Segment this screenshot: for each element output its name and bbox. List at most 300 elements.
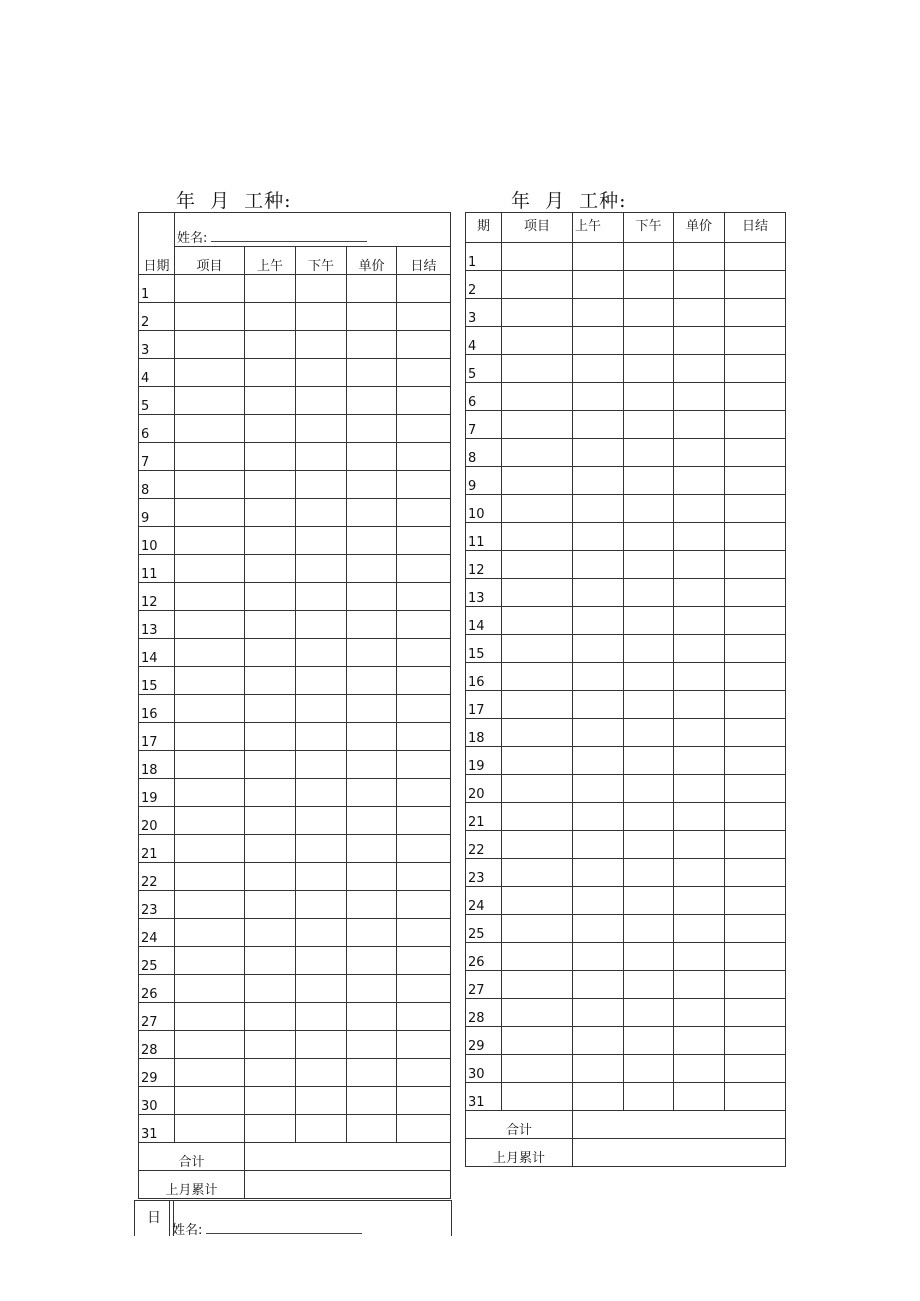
entry-cell[interactable]	[296, 807, 347, 835]
entry-cell[interactable]	[245, 807, 296, 835]
entry-cell[interactable]	[502, 607, 573, 635]
entry-cell[interactable]	[296, 359, 347, 387]
entry-cell[interactable]	[624, 719, 674, 747]
entry-cell[interactable]	[573, 271, 624, 299]
entry-cell[interactable]	[397, 835, 451, 863]
entry-cell[interactable]	[674, 243, 725, 271]
entry-cell[interactable]	[674, 271, 725, 299]
entry-cell[interactable]	[674, 887, 725, 915]
last-month-row-value[interactable]	[245, 1171, 451, 1199]
entry-cell[interactable]	[725, 915, 786, 943]
entry-cell[interactable]	[245, 891, 296, 919]
entry-cell[interactable]	[502, 719, 573, 747]
entry-cell[interactable]	[573, 719, 624, 747]
entry-cell[interactable]	[175, 639, 245, 667]
entry-cell[interactable]	[725, 383, 786, 411]
entry-cell[interactable]	[674, 999, 725, 1027]
entry-cell[interactable]	[725, 691, 786, 719]
entry-cell[interactable]	[573, 1055, 624, 1083]
entry-cell[interactable]	[296, 751, 347, 779]
entry-cell[interactable]	[296, 723, 347, 751]
entry-cell[interactable]	[296, 611, 347, 639]
entry-cell[interactable]	[347, 975, 397, 1003]
total-row-value[interactable]	[245, 1143, 451, 1171]
entry-cell[interactable]	[397, 807, 451, 835]
entry-cell[interactable]	[573, 915, 624, 943]
entry-cell[interactable]	[347, 1087, 397, 1115]
entry-cell[interactable]	[674, 663, 725, 691]
entry-cell[interactable]	[502, 915, 573, 943]
entry-cell[interactable]	[347, 471, 397, 499]
entry-cell[interactable]	[624, 915, 674, 943]
entry-cell[interactable]	[397, 947, 451, 975]
entry-cell[interactable]	[397, 275, 451, 303]
entry-cell[interactable]	[296, 303, 347, 331]
entry-cell[interactable]	[573, 887, 624, 915]
entry-cell[interactable]	[624, 383, 674, 411]
entry-cell[interactable]	[573, 747, 624, 775]
entry-cell[interactable]	[725, 1083, 786, 1111]
entry-cell[interactable]	[725, 803, 786, 831]
entry-cell[interactable]	[347, 891, 397, 919]
entry-cell[interactable]	[725, 1055, 786, 1083]
entry-cell[interactable]	[347, 1003, 397, 1031]
entry-cell[interactable]	[397, 863, 451, 891]
entry-cell[interactable]	[624, 1027, 674, 1055]
entry-cell[interactable]	[624, 663, 674, 691]
entry-cell[interactable]	[175, 611, 245, 639]
entry-cell[interactable]	[296, 583, 347, 611]
entry-cell[interactable]	[175, 863, 245, 891]
entry-cell[interactable]	[245, 947, 296, 975]
entry-cell[interactable]	[725, 495, 786, 523]
entry-cell[interactable]	[175, 975, 245, 1003]
entry-cell[interactable]	[674, 327, 725, 355]
entry-cell[interactable]	[296, 331, 347, 359]
entry-cell[interactable]	[397, 891, 451, 919]
entry-cell[interactable]	[175, 751, 245, 779]
entry-cell[interactable]	[397, 919, 451, 947]
entry-cell[interactable]	[624, 1055, 674, 1083]
entry-cell[interactable]	[347, 415, 397, 443]
entry-cell[interactable]	[502, 495, 573, 523]
entry-cell[interactable]	[674, 1055, 725, 1083]
entry-cell[interactable]	[624, 635, 674, 663]
entry-cell[interactable]	[674, 719, 725, 747]
name-field[interactable]	[175, 213, 451, 247]
entry-cell[interactable]	[175, 723, 245, 751]
entry-cell[interactable]	[674, 803, 725, 831]
entry-cell[interactable]	[502, 299, 573, 327]
entry-cell[interactable]	[624, 523, 674, 551]
entry-cell[interactable]	[674, 299, 725, 327]
entry-cell[interactable]	[725, 243, 786, 271]
entry-cell[interactable]	[624, 411, 674, 439]
entry-cell[interactable]	[175, 583, 245, 611]
entry-cell[interactable]	[573, 551, 624, 579]
entry-cell[interactable]	[397, 639, 451, 667]
entry-cell[interactable]	[397, 331, 451, 359]
entry-cell[interactable]	[245, 527, 296, 555]
entry-cell[interactable]	[624, 607, 674, 635]
entry-cell[interactable]	[347, 947, 397, 975]
entry-cell[interactable]	[624, 551, 674, 579]
entry-cell[interactable]	[245, 723, 296, 751]
entry-cell[interactable]	[245, 471, 296, 499]
entry-cell[interactable]	[725, 355, 786, 383]
entry-cell[interactable]	[502, 803, 573, 831]
entry-cell[interactable]	[245, 387, 296, 415]
entry-cell[interactable]	[502, 859, 573, 887]
entry-cell[interactable]	[175, 919, 245, 947]
entry-cell[interactable]	[502, 1027, 573, 1055]
entry-cell[interactable]	[725, 943, 786, 971]
entry-cell[interactable]	[245, 415, 296, 443]
entry-cell[interactable]	[296, 1087, 347, 1115]
entry-cell[interactable]	[347, 919, 397, 947]
entry-cell[interactable]	[674, 495, 725, 523]
entry-cell[interactable]	[573, 1083, 624, 1111]
entry-cell[interactable]	[725, 327, 786, 355]
entry-cell[interactable]	[725, 887, 786, 915]
entry-cell[interactable]	[725, 747, 786, 775]
entry-cell[interactable]	[573, 579, 624, 607]
entry-cell[interactable]	[347, 275, 397, 303]
entry-cell[interactable]	[502, 1055, 573, 1083]
entry-cell[interactable]	[245, 359, 296, 387]
entry-cell[interactable]	[725, 523, 786, 551]
entry-cell[interactable]	[397, 1115, 451, 1143]
entry-cell[interactable]	[245, 583, 296, 611]
entry-cell[interactable]	[502, 691, 573, 719]
last-month-row-value[interactable]	[573, 1139, 786, 1167]
entry-cell[interactable]	[624, 971, 674, 999]
entry-cell[interactable]	[296, 275, 347, 303]
entry-cell[interactable]	[347, 555, 397, 583]
entry-cell[interactable]	[674, 411, 725, 439]
entry-cell[interactable]	[502, 411, 573, 439]
entry-cell[interactable]	[245, 695, 296, 723]
entry-cell[interactable]	[573, 635, 624, 663]
entry-cell[interactable]	[296, 527, 347, 555]
entry-cell[interactable]	[725, 271, 786, 299]
entry-cell[interactable]	[397, 611, 451, 639]
entry-cell[interactable]	[573, 859, 624, 887]
entry-cell[interactable]	[674, 775, 725, 803]
entry-cell[interactable]	[397, 583, 451, 611]
entry-cell[interactable]	[624, 803, 674, 831]
entry-cell[interactable]	[502, 523, 573, 551]
entry-cell[interactable]	[397, 1031, 451, 1059]
entry-cell[interactable]	[175, 779, 245, 807]
entry-cell[interactable]	[725, 663, 786, 691]
entry-cell[interactable]	[175, 1115, 245, 1143]
entry-cell[interactable]	[674, 859, 725, 887]
entry-cell[interactable]	[397, 471, 451, 499]
entry-cell[interactable]	[725, 607, 786, 635]
entry-cell[interactable]	[175, 443, 245, 471]
entry-cell[interactable]	[502, 887, 573, 915]
entry-cell[interactable]	[573, 803, 624, 831]
entry-cell[interactable]	[725, 579, 786, 607]
entry-cell[interactable]	[502, 635, 573, 663]
entry-cell[interactable]	[674, 747, 725, 775]
entry-cell[interactable]	[674, 831, 725, 859]
entry-cell[interactable]	[573, 691, 624, 719]
entry-cell[interactable]	[347, 499, 397, 527]
entry-cell[interactable]	[397, 723, 451, 751]
entry-cell[interactable]	[674, 355, 725, 383]
entry-cell[interactable]	[296, 695, 347, 723]
entry-cell[interactable]	[296, 471, 347, 499]
entry-cell[interactable]	[573, 1027, 624, 1055]
entry-cell[interactable]	[175, 387, 245, 415]
entry-cell[interactable]	[175, 947, 245, 975]
entry-cell[interactable]	[245, 1031, 296, 1059]
entry-cell[interactable]	[175, 835, 245, 863]
entry-cell[interactable]	[674, 607, 725, 635]
entry-cell[interactable]	[296, 1115, 347, 1143]
entry-cell[interactable]	[624, 691, 674, 719]
entry-cell[interactable]	[347, 359, 397, 387]
entry-cell[interactable]	[624, 327, 674, 355]
entry-cell[interactable]	[296, 1059, 347, 1087]
entry-cell[interactable]	[397, 499, 451, 527]
entry-cell[interactable]	[674, 523, 725, 551]
entry-cell[interactable]	[296, 499, 347, 527]
entry-cell[interactable]	[573, 299, 624, 327]
entry-cell[interactable]	[347, 1031, 397, 1059]
entry-cell[interactable]	[725, 467, 786, 495]
entry-cell[interactable]	[573, 355, 624, 383]
entry-cell[interactable]	[674, 1083, 725, 1111]
entry-cell[interactable]	[347, 863, 397, 891]
entry-cell[interactable]	[624, 747, 674, 775]
entry-cell[interactable]	[245, 1087, 296, 1115]
entry-cell[interactable]	[175, 471, 245, 499]
entry-cell[interactable]	[347, 723, 397, 751]
entry-cell[interactable]	[175, 695, 245, 723]
entry-cell[interactable]	[175, 527, 245, 555]
entry-cell[interactable]	[674, 971, 725, 999]
fragment-name-field[interactable]	[172, 1219, 362, 1238]
entry-cell[interactable]	[347, 303, 397, 331]
entry-cell[interactable]	[175, 667, 245, 695]
entry-cell[interactable]	[624, 355, 674, 383]
entry-cell[interactable]	[175, 807, 245, 835]
entry-cell[interactable]	[502, 831, 573, 859]
entry-cell[interactable]	[397, 695, 451, 723]
entry-cell[interactable]	[245, 863, 296, 891]
entry-cell[interactable]	[674, 635, 725, 663]
entry-cell[interactable]	[175, 555, 245, 583]
entry-cell[interactable]	[725, 551, 786, 579]
entry-cell[interactable]	[674, 1027, 725, 1055]
entry-cell[interactable]	[725, 411, 786, 439]
entry-cell[interactable]	[347, 807, 397, 835]
entry-cell[interactable]	[245, 1059, 296, 1087]
entry-cell[interactable]	[502, 271, 573, 299]
entry-cell[interactable]	[674, 943, 725, 971]
entry-cell[interactable]	[573, 467, 624, 495]
entry-cell[interactable]	[245, 835, 296, 863]
entry-cell[interactable]	[296, 891, 347, 919]
entry-cell[interactable]	[573, 775, 624, 803]
entry-cell[interactable]	[674, 551, 725, 579]
entry-cell[interactable]	[725, 299, 786, 327]
entry-cell[interactable]	[397, 527, 451, 555]
entry-cell[interactable]	[347, 331, 397, 359]
entry-cell[interactable]	[175, 1087, 245, 1115]
entry-cell[interactable]	[296, 387, 347, 415]
entry-cell[interactable]	[347, 527, 397, 555]
entry-cell[interactable]	[245, 639, 296, 667]
entry-cell[interactable]	[624, 999, 674, 1027]
entry-cell[interactable]	[245, 499, 296, 527]
entry-cell[interactable]	[502, 775, 573, 803]
entry-cell[interactable]	[397, 779, 451, 807]
entry-cell[interactable]	[502, 243, 573, 271]
entry-cell[interactable]	[573, 943, 624, 971]
entry-cell[interactable]	[725, 999, 786, 1027]
entry-cell[interactable]	[347, 583, 397, 611]
entry-cell[interactable]	[624, 943, 674, 971]
entry-cell[interactable]	[175, 499, 245, 527]
entry-cell[interactable]	[296, 947, 347, 975]
entry-cell[interactable]	[624, 467, 674, 495]
entry-cell[interactable]	[296, 639, 347, 667]
entry-cell[interactable]	[296, 863, 347, 891]
entry-cell[interactable]	[573, 495, 624, 523]
entry-cell[interactable]	[245, 611, 296, 639]
entry-cell[interactable]	[245, 303, 296, 331]
entry-cell[interactable]	[245, 667, 296, 695]
entry-cell[interactable]	[624, 775, 674, 803]
entry-cell[interactable]	[502, 663, 573, 691]
entry-cell[interactable]	[573, 523, 624, 551]
entry-cell[interactable]	[573, 831, 624, 859]
entry-cell[interactable]	[674, 915, 725, 943]
entry-cell[interactable]	[296, 667, 347, 695]
entry-cell[interactable]	[296, 555, 347, 583]
entry-cell[interactable]	[725, 439, 786, 467]
entry-cell[interactable]	[397, 1087, 451, 1115]
entry-cell[interactable]	[624, 299, 674, 327]
entry-cell[interactable]	[347, 695, 397, 723]
entry-cell[interactable]	[397, 443, 451, 471]
entry-cell[interactable]	[397, 751, 451, 779]
entry-cell[interactable]	[624, 1083, 674, 1111]
entry-cell[interactable]	[502, 439, 573, 467]
entry-cell[interactable]	[502, 943, 573, 971]
entry-cell[interactable]	[725, 859, 786, 887]
entry-cell[interactable]	[624, 579, 674, 607]
entry-cell[interactable]	[397, 555, 451, 583]
entry-cell[interactable]	[674, 467, 725, 495]
entry-cell[interactable]	[347, 667, 397, 695]
entry-cell[interactable]	[245, 919, 296, 947]
entry-cell[interactable]	[296, 1031, 347, 1059]
entry-cell[interactable]	[397, 975, 451, 1003]
entry-cell[interactable]	[624, 495, 674, 523]
entry-cell[interactable]	[502, 999, 573, 1027]
entry-cell[interactable]	[725, 775, 786, 803]
entry-cell[interactable]	[296, 919, 347, 947]
entry-cell[interactable]	[502, 747, 573, 775]
entry-cell[interactable]	[175, 331, 245, 359]
entry-cell[interactable]	[624, 887, 674, 915]
entry-cell[interactable]	[725, 1027, 786, 1055]
entry-cell[interactable]	[245, 1003, 296, 1031]
entry-cell[interactable]	[725, 971, 786, 999]
entry-cell[interactable]	[725, 831, 786, 859]
entry-cell[interactable]	[725, 719, 786, 747]
entry-cell[interactable]	[624, 271, 674, 299]
entry-cell[interactable]	[347, 835, 397, 863]
entry-cell[interactable]	[397, 415, 451, 443]
entry-cell[interactable]	[573, 383, 624, 411]
entry-cell[interactable]	[347, 443, 397, 471]
entry-cell[interactable]	[573, 411, 624, 439]
entry-cell[interactable]	[245, 751, 296, 779]
entry-cell[interactable]	[397, 667, 451, 695]
entry-cell[interactable]	[573, 971, 624, 999]
entry-cell[interactable]	[502, 327, 573, 355]
entry-cell[interactable]	[347, 779, 397, 807]
entry-cell[interactable]	[502, 383, 573, 411]
entry-cell[interactable]	[573, 663, 624, 691]
entry-cell[interactable]	[624, 439, 674, 467]
entry-cell[interactable]	[674, 439, 725, 467]
entry-cell[interactable]	[397, 303, 451, 331]
entry-cell[interactable]	[296, 835, 347, 863]
entry-cell[interactable]	[624, 859, 674, 887]
total-row-value[interactable]	[573, 1111, 786, 1139]
entry-cell[interactable]	[573, 327, 624, 355]
entry-cell[interactable]	[502, 355, 573, 383]
entry-cell[interactable]	[175, 415, 245, 443]
entry-cell[interactable]	[502, 551, 573, 579]
entry-cell[interactable]	[175, 359, 245, 387]
entry-cell[interactable]	[175, 891, 245, 919]
entry-cell[interactable]	[175, 303, 245, 331]
entry-cell[interactable]	[573, 607, 624, 635]
entry-cell[interactable]	[245, 779, 296, 807]
entry-cell[interactable]	[245, 275, 296, 303]
entry-cell[interactable]	[397, 387, 451, 415]
entry-cell[interactable]	[245, 555, 296, 583]
entry-cell[interactable]	[725, 635, 786, 663]
entry-cell[interactable]	[624, 831, 674, 859]
entry-cell[interactable]	[296, 975, 347, 1003]
entry-cell[interactable]	[347, 1059, 397, 1087]
entry-cell[interactable]	[502, 579, 573, 607]
entry-cell[interactable]	[347, 387, 397, 415]
entry-cell[interactable]	[296, 1003, 347, 1031]
entry-cell[interactable]	[245, 1115, 296, 1143]
entry-cell[interactable]	[175, 1031, 245, 1059]
entry-cell[interactable]	[674, 383, 725, 411]
entry-cell[interactable]	[347, 751, 397, 779]
entry-cell[interactable]	[296, 443, 347, 471]
entry-cell[interactable]	[296, 415, 347, 443]
entry-cell[interactable]	[347, 639, 397, 667]
entry-cell[interactable]	[674, 579, 725, 607]
entry-cell[interactable]	[245, 975, 296, 1003]
entry-cell[interactable]	[347, 1115, 397, 1143]
entry-cell[interactable]	[502, 1083, 573, 1111]
entry-cell[interactable]	[573, 243, 624, 271]
